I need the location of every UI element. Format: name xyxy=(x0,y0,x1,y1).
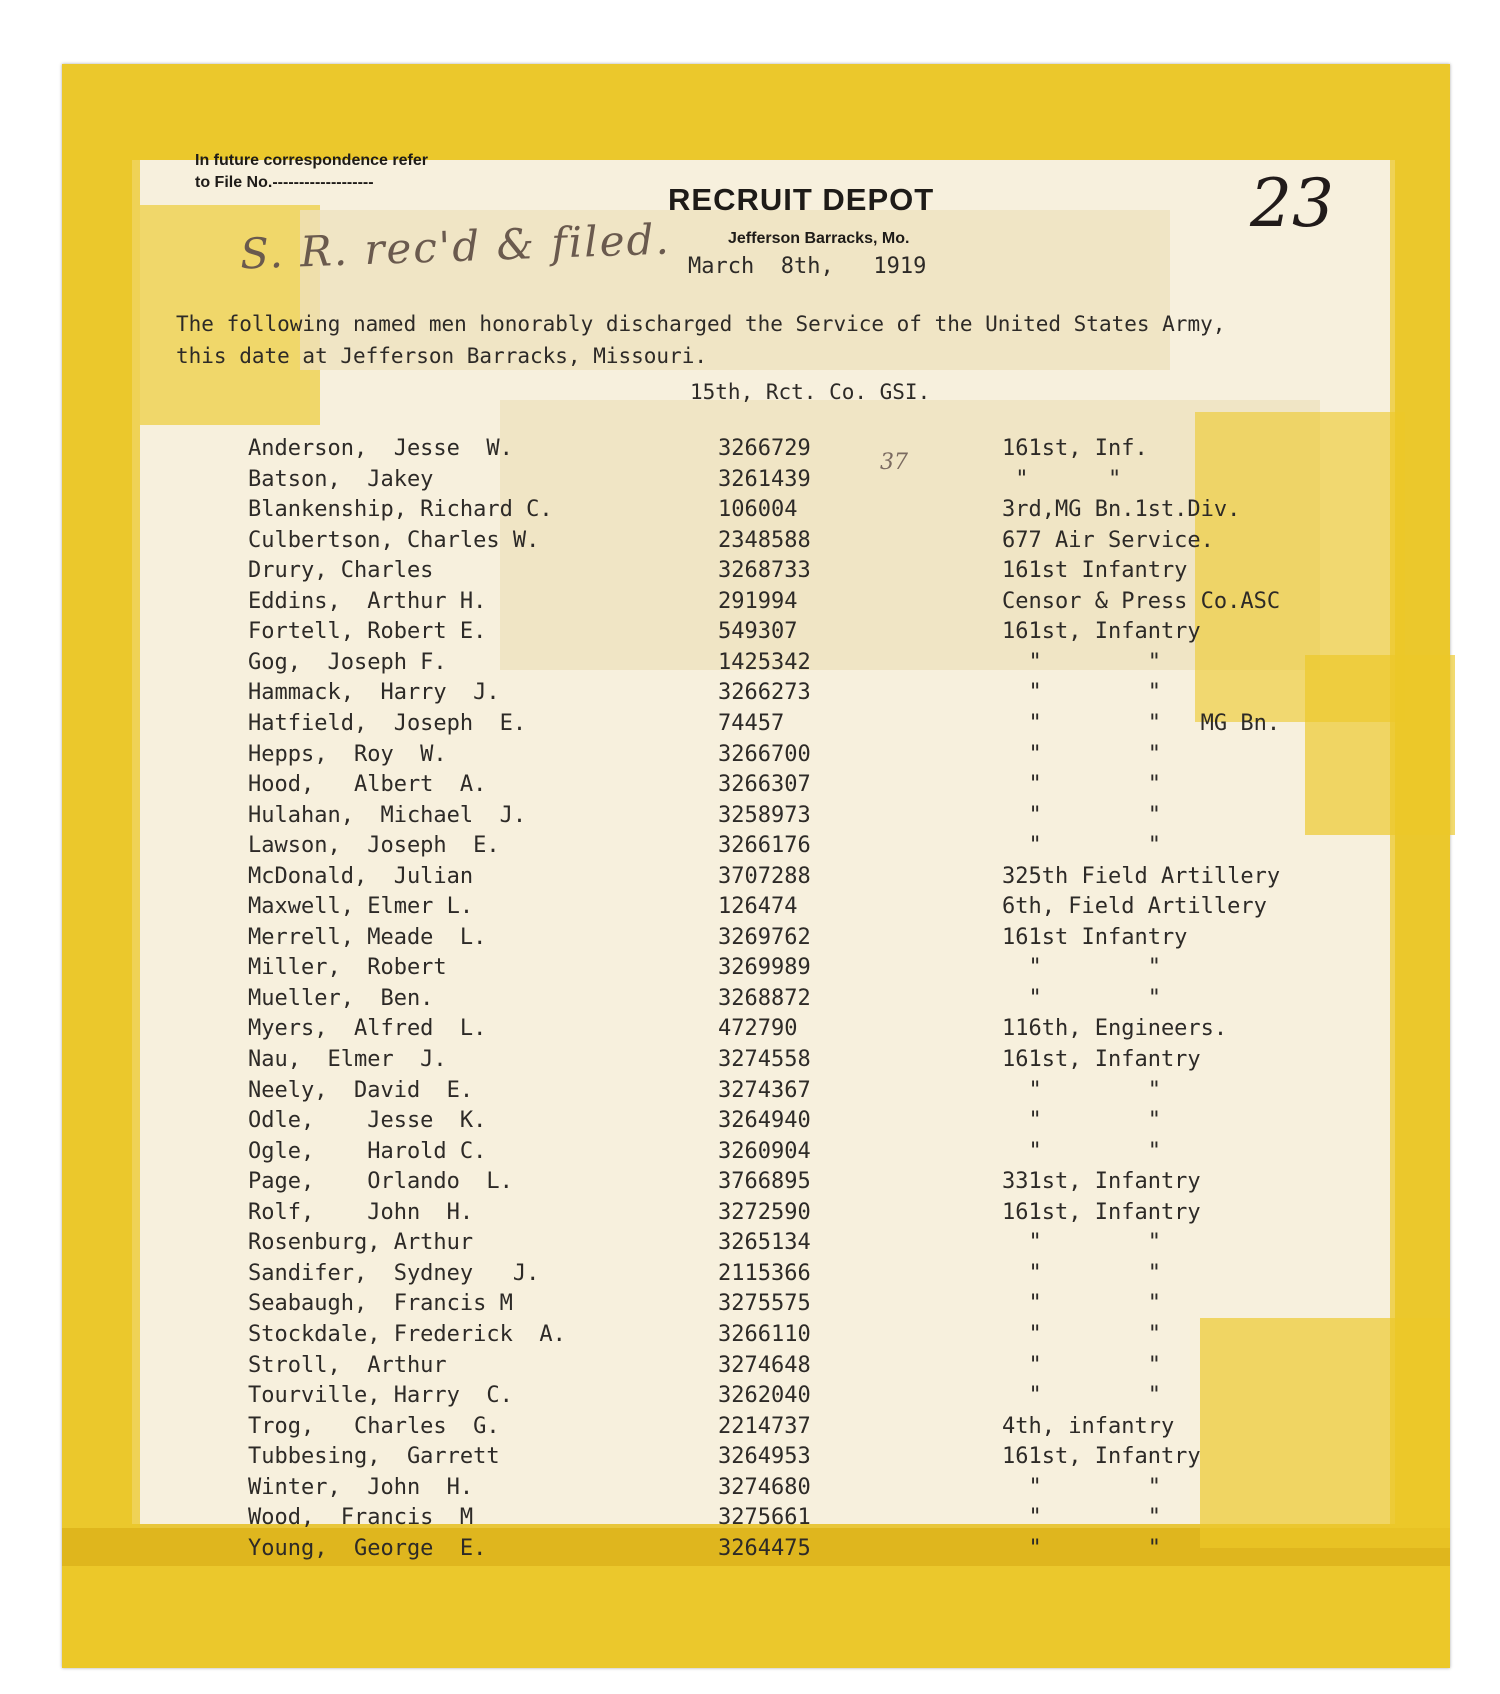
margin-mark: 37 xyxy=(880,450,908,475)
roster-unit: " " xyxy=(1002,1383,1161,1408)
roster-unit: " " xyxy=(1002,650,1161,675)
roster-service-number: 3274680 xyxy=(718,1475,811,1500)
file-label: to File No. xyxy=(195,174,273,191)
roster-name: Rosenburg, Arthur xyxy=(248,1230,474,1255)
file-reference-line1: In future correspondence refer xyxy=(195,152,428,169)
roster-unit: " " MG Bn. xyxy=(1002,711,1281,736)
roster-service-number: 3261439 xyxy=(718,467,811,492)
roster-name: Tubbesing, Garrett xyxy=(248,1444,500,1469)
roster-unit: " " xyxy=(1002,1078,1161,1103)
roster-service-number: 3265134 xyxy=(718,1230,811,1255)
roster-unit: " " xyxy=(1002,1230,1161,1255)
roster-unit: " " xyxy=(1002,1139,1161,1164)
file-blank: ------------------- xyxy=(272,174,374,191)
company-unit: 15th, Rct. Co. GSI. xyxy=(690,380,931,404)
roster-service-number: 2214737 xyxy=(718,1414,811,1439)
roster-unit: " " xyxy=(1002,1291,1161,1316)
roster-service-number: 3268872 xyxy=(718,986,811,1011)
roster-unit: 161st, Infantry xyxy=(1002,1200,1201,1225)
roster-service-number: 3266307 xyxy=(718,772,811,797)
file-reference-line2 xyxy=(195,172,428,194)
roster-service-number: 2115366 xyxy=(718,1261,811,1286)
roster-name: Hatfield, Joseph E. xyxy=(248,711,527,736)
roster-service-number: 3262040 xyxy=(718,1383,811,1408)
roster-unit: 677 Air Service. xyxy=(1002,528,1214,553)
roster-service-number: 3264940 xyxy=(718,1108,811,1133)
roster-service-number: 2348588 xyxy=(718,528,811,553)
roster-unit: " " xyxy=(1002,955,1161,980)
roster-name: Wood, Francis M xyxy=(248,1505,474,1530)
roster-unit: " " xyxy=(1002,467,1122,492)
roster-name: Mueller, Ben. xyxy=(248,986,434,1011)
roster-service-number: 3258973 xyxy=(718,803,811,828)
roster-name: Sandifer, Sydney J. xyxy=(248,1261,540,1286)
roster-unit: " " xyxy=(1002,1475,1161,1500)
roster-name: Lawson, Joseph E. xyxy=(248,833,500,858)
roster-name: Myers, Alfred L. xyxy=(248,1016,487,1041)
roster-unit: " " xyxy=(1002,1353,1161,1378)
roster-unit: 3rd,MG Bn.1st.Div. xyxy=(1002,497,1241,522)
roster-unit: 161st Infantry xyxy=(1002,925,1188,950)
roster-service-number: 3260904 xyxy=(718,1139,811,1164)
roster-service-number: 106004 xyxy=(718,497,798,522)
roster-service-number: 3275661 xyxy=(718,1505,811,1530)
roster-unit: 325th Field Artillery xyxy=(1002,864,1281,889)
roster-service-number: 291994 xyxy=(718,589,798,614)
roster-name: McDonald, Julian xyxy=(248,864,474,889)
roster-service-number: 549307 xyxy=(718,619,798,644)
tape-right-lower xyxy=(1200,1318,1450,1548)
tape-top xyxy=(62,64,1450,160)
intro-line-1: The following named men honorably discharged the Service of the United States Army, xyxy=(176,312,1226,336)
roster-name: Hammack, Harry J. xyxy=(248,680,500,705)
roster-name: Hood, Albert A. xyxy=(248,772,487,797)
roster-unit: " " xyxy=(1002,772,1161,797)
roster-unit: 161st Infantry xyxy=(1002,558,1188,583)
roster-service-number: 74457 xyxy=(718,711,785,736)
roster-unit: " " xyxy=(1002,1505,1161,1530)
roster-service-number: 3707288 xyxy=(718,864,811,889)
roster-name: Nau, Elmer J. xyxy=(248,1047,447,1072)
roster-service-number: 3274367 xyxy=(718,1078,811,1103)
roster-service-number: 3269989 xyxy=(718,955,811,980)
roster-service-number: 3266700 xyxy=(718,742,811,767)
roster-service-number: 3269762 xyxy=(718,925,811,950)
roster-name: Page, Orlando L. xyxy=(248,1169,513,1194)
roster-name: Stockdale, Frederick A. xyxy=(248,1322,566,1347)
roster-unit: 161st, Infantry xyxy=(1002,1444,1201,1469)
roster-name: Hulahan, Michael J. xyxy=(248,803,527,828)
roster-service-number: 3274648 xyxy=(718,1353,811,1378)
roster-name: Anderson, Jesse W. xyxy=(248,436,513,461)
letterhead-subtitle: Jefferson Barracks, Mo. xyxy=(728,230,910,247)
tape-left xyxy=(62,150,140,1668)
roster-name: Miller, Robert xyxy=(248,955,447,980)
roster-name: Merrell, Meade L. xyxy=(248,925,487,950)
roster-unit: " " xyxy=(1002,803,1161,828)
roster-service-number: 126474 xyxy=(718,894,798,919)
roster-unit: Censor & Press Co.ASC xyxy=(1002,589,1281,614)
roster-unit: " " xyxy=(1002,1536,1161,1561)
roster-name: Ogle, Harold C. xyxy=(248,1139,487,1164)
roster-name: Odle, Jesse K. xyxy=(248,1108,487,1133)
roster-service-number: 3266176 xyxy=(718,833,811,858)
page-number: 23 xyxy=(1250,165,1334,242)
roster-unit: " " xyxy=(1002,833,1161,858)
roster-name: Drury, Charles xyxy=(248,558,434,583)
roster-name: Trog, Charles G. xyxy=(248,1414,500,1439)
roster-unit: " " xyxy=(1002,986,1161,1011)
letterhead-title: RECRUIT DEPOT xyxy=(668,182,935,217)
roster-service-number: 3272590 xyxy=(718,1200,811,1225)
roster-name: Young, George E. xyxy=(248,1536,487,1561)
roster-name: Fortell, Robert E. xyxy=(248,619,487,644)
roster-service-number: 3274558 xyxy=(718,1047,811,1072)
roster-service-number: 3766895 xyxy=(718,1169,811,1194)
roster-unit: 161st, Inf. xyxy=(1002,436,1148,461)
roster-name: Eddins, Arthur H. xyxy=(248,589,487,614)
roster-unit: " " xyxy=(1002,1322,1161,1347)
roster-service-number: 3266729 xyxy=(718,436,811,461)
roster-name: Blankenship, Richard C. xyxy=(248,497,553,522)
roster-service-number: 3264953 xyxy=(718,1444,811,1469)
file-reference xyxy=(195,150,428,194)
roster-unit: 161st, Infantry xyxy=(1002,619,1201,644)
roster-service-number: 3264475 xyxy=(718,1536,811,1561)
roster-name: Hepps, Roy W. xyxy=(248,742,447,767)
roster-unit: " " xyxy=(1002,1261,1161,1286)
roster-service-number: 3275575 xyxy=(718,1291,811,1316)
roster-unit: " " xyxy=(1002,680,1161,705)
roster-name: Stroll, Arthur xyxy=(248,1353,447,1378)
roster-service-number: 3266110 xyxy=(718,1322,811,1347)
roster-name: Winter, John H. xyxy=(248,1475,474,1500)
roster-unit: " " xyxy=(1002,1108,1161,1133)
roster-service-number: 472790 xyxy=(718,1016,798,1041)
roster-name: Gog, Joseph F. xyxy=(248,650,447,675)
roster-unit: 331st, Infantry xyxy=(1002,1169,1201,1194)
roster-unit: 6th, Field Artillery xyxy=(1002,894,1267,919)
roster-service-number: 3266273 xyxy=(718,680,811,705)
roster-name: Culbertson, Charles W. xyxy=(248,528,540,553)
handwritten-filing-note: S. R. rec'd & filed. xyxy=(239,214,672,279)
roster-unit: 4th, infantry xyxy=(1002,1414,1175,1439)
tape-right-middle xyxy=(1305,655,1455,835)
roster-name: Batson, Jakey xyxy=(248,467,434,492)
roster-unit: " " xyxy=(1002,742,1161,767)
roster-service-number: 3268733 xyxy=(718,558,811,583)
roster-unit: 161st, Infantry xyxy=(1002,1047,1201,1072)
roster-name: Tourville, Harry C. xyxy=(248,1383,513,1408)
roster-unit: 116th, Engineers. xyxy=(1002,1016,1228,1041)
roster-name: Rolf, John H. xyxy=(248,1200,474,1225)
intro-line-2: this date at Jefferson Barracks, Missouri. xyxy=(176,344,708,368)
roster-name: Neely, David E. xyxy=(248,1078,474,1103)
roster-name: Maxwell, Elmer L. xyxy=(248,894,474,919)
roster-name: Seabaugh, Francis M xyxy=(248,1291,513,1316)
roster-service-number: 1425342 xyxy=(718,650,811,675)
document-date: March 8th, 1919 xyxy=(688,254,927,279)
